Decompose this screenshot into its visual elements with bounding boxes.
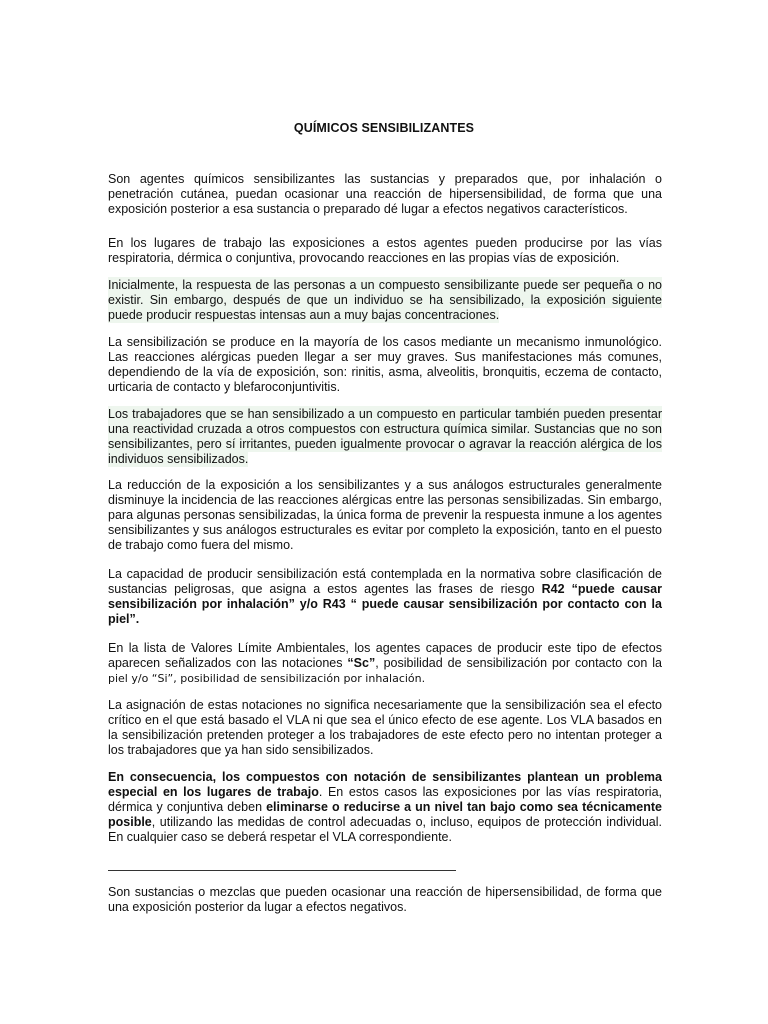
paragraph-definition: Son agentes químicos sensibilizantes las sustancias y preparados que, por inhalación o penetración cutánea, puedan ocasionar una reacción de hipersensibilidad, de forma que una exposición posterior a esa sustancia o preparado dé lugar a efectos negativos característicos.	[108, 172, 662, 216]
highlighted-text: Inicialmente, la respuesta de las personas a un compuesto sensibilizante puede ser pequeña o no existir. Sin embargo, después de que un individuo se ha sensibilizado, la exposición siguiente puede producir respuestas intensas aun a muy bajas concentraciones.	[108, 278, 662, 322]
vla-notations-text: En la lista de Valores Límite Ambientales, los agentes capaces de producir este tipo de efectos aparecen señalizados con las notaciones	[108, 641, 662, 670]
vla-notations-text-3: piel y/o “Si”, posibilidad de sensibilización por inhalación.	[108, 672, 426, 685]
consequence-bold-1: En consecuencia, los compuestos con notación de sensibilizantes plantean un problema especial en los lugares de trabajo	[108, 770, 662, 799]
risk-phrases-bold: R42 “puede causar sensibilización por inhalación” y/o R43 “ puede causar sensibilización por contacto con la piel”.	[108, 582, 662, 626]
paragraph-risk-phrases	[108, 567, 662, 627]
paragraph-exposure-routes: En los lugares de trabajo las exposiciones a estos agentes pueden producirse por las vías respiratoria, dérmica o conjuntiva, provocando reacciones en las propias vías de exposición.	[108, 236, 662, 265]
highlighted-text: Los trabajadores que se han sensibilizado a un compuesto en particular también pueden presentar una reactividad cruzada a otros compuestos con estructura química similar. Sustancias que no son sensibilizantes, pero sí irritantes, pueden igualmente provocar o agravar la reacción alérgica de los individuos sensibilizados.	[108, 407, 662, 466]
paragraph-initial-response	[108, 278, 662, 323]
paragraph-cross-reactivity	[108, 407, 662, 467]
paragraph-consequence	[108, 770, 662, 845]
document-title: QUÍMICOS SENSIBILIZANTES	[293, 121, 475, 135]
paragraph-vla-notations	[108, 641, 662, 686]
sc-notation: “Sc”	[347, 656, 376, 670]
paragraph-notation-meaning: La asignación de estas notaciones no significa necesariamente que la sensibilización sea el efecto crítico en el que está basado el VLA ni que sea el único efecto de ese agente. Los VLA basados en la sensibilización pretenden proteger a los trabajadores de este efecto pero no intentan proteger a los trabajadores que ya han sido sensibilizados.	[108, 698, 662, 757]
paragraph-immunologic-mechanism: La sensibilización se produce en la mayoría de los casos mediante un mecanismo inmunológico. Las reacciones alérgicas pueden llegar a ser muy graves. Sus manifestaciones más comunes, dependiendo de la vía de exposición, son: rinitis, asma, alveolitis, bronquitis, eczema de contacto, urticaria de contacto y blefaroconjuntivitis.	[108, 335, 662, 394]
risk-phrases-text: La capacidad de producir sensibilización está contemplada en la normativa sobre clasificación de sustancias peligrosas, que asigna a estos agentes las frases de riesgo	[108, 567, 662, 596]
footnote: Son sustancias o mezclas que pueden ocasionar una reacción de hipersensibilidad, de forma que una exposición posterior da lugar a efectos negativos.	[108, 885, 662, 914]
consequence-bold-2: eliminarse o reducirse a un nivel tan bajo como sea técnicamente posible	[108, 800, 662, 829]
consequence-text-2: , utilizando las medidas de control adecuadas o, incluso, equipos de protección individual. En cualquier caso se deberá respetar el VLA correspondiente.	[108, 815, 662, 844]
consequence-text-1: . En estos casos las exposiciones por las vías respiratoria, dérmica y conjuntiva deben	[108, 785, 662, 814]
vla-notations-text-2: , posibilidad de sensibilización por contacto con la	[375, 656, 662, 670]
footnote-separator	[108, 870, 456, 871]
paragraph-exposure-reduction: La reducción de la exposición a los sensibilizantes y a sus análogos estructurales generalmente disminuye la incidencia de las reacciones alérgicas entre las personas sensibilizadas. Sin embargo, para algunas personas sensibilizadas, la única forma de prevenir la respuesta inmune a los agentes sensibilizantes y sus análogos estructurales es evitar por completo la exposición, tanto en el puesto de trabajo como fuera del mismo.	[108, 478, 662, 552]
